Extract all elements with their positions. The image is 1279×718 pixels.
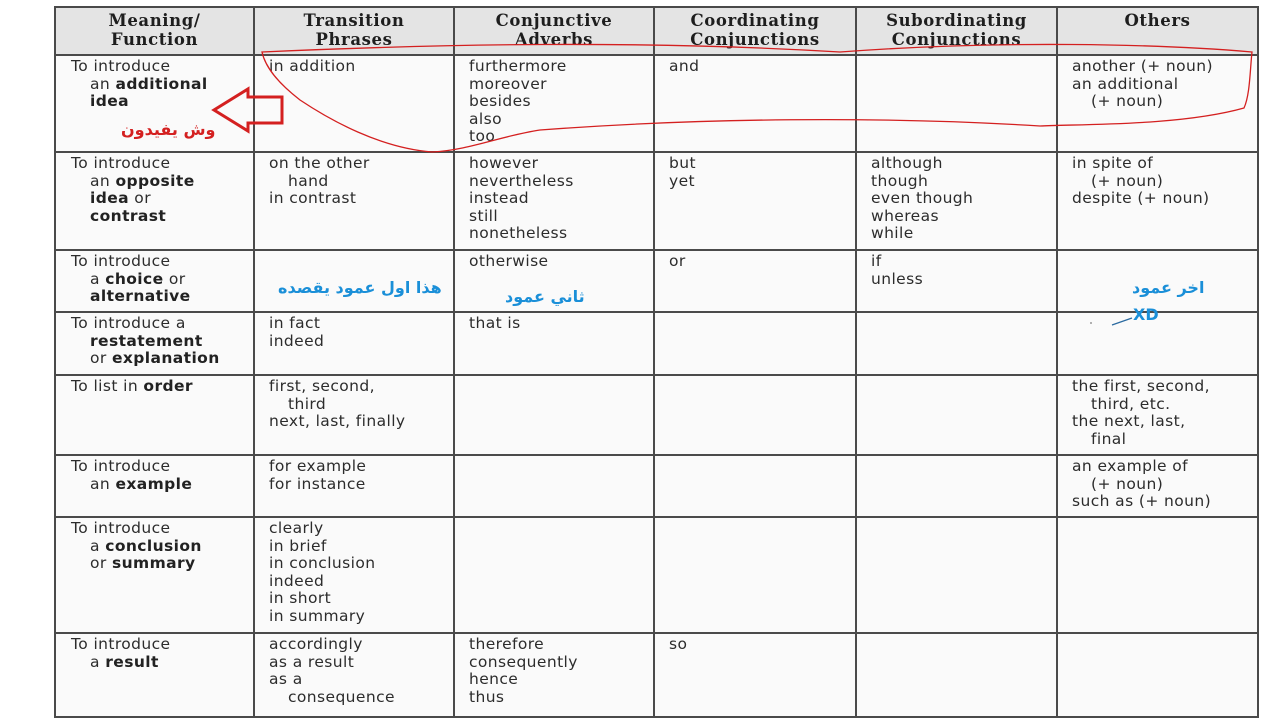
cell-line: consequence bbox=[288, 687, 395, 706]
table-cell bbox=[1057, 517, 1258, 633]
meaning-cell bbox=[55, 152, 254, 250]
header-line: Subordinating bbox=[886, 11, 1027, 30]
column-header-2 bbox=[454, 7, 654, 55]
cell-line: final bbox=[1091, 429, 1127, 448]
cell-line: accordingly bbox=[269, 635, 363, 653]
table-cell bbox=[254, 152, 454, 250]
cell-line: nevertheless bbox=[469, 171, 574, 190]
table-cell bbox=[856, 517, 1057, 633]
cell-line: still bbox=[469, 206, 499, 225]
xd-note: XD bbox=[1133, 305, 1159, 324]
column-header-1 bbox=[254, 7, 454, 55]
meaning-line bbox=[71, 636, 253, 654]
meaning-cell bbox=[55, 250, 254, 312]
cell-line: moreover bbox=[469, 74, 547, 93]
meaning-line bbox=[71, 155, 253, 173]
meaning-line bbox=[71, 76, 253, 94]
cell-line: also bbox=[469, 109, 502, 128]
cell-line: while bbox=[871, 224, 914, 242]
meaning-keyword: additional bbox=[115, 74, 208, 93]
table-cell bbox=[654, 152, 856, 250]
header-line: Conjunctions bbox=[891, 30, 1022, 49]
meaning-keyword: idea bbox=[90, 189, 129, 207]
table-row bbox=[55, 55, 1258, 152]
table-cell bbox=[654, 250, 856, 312]
meaning-text: a bbox=[90, 269, 106, 288]
header-line: Others bbox=[1124, 11, 1191, 30]
meaning-line bbox=[71, 654, 253, 672]
meaning-keyword: explanation bbox=[111, 349, 220, 367]
cell-line: though bbox=[871, 171, 929, 190]
table-cell bbox=[856, 250, 1057, 312]
meaning-line bbox=[71, 288, 253, 306]
meaning-line bbox=[71, 173, 253, 191]
cell-line: therefore bbox=[469, 635, 545, 653]
cell-line: as a bbox=[269, 670, 303, 688]
table-cell bbox=[454, 633, 654, 717]
meaning-text: or bbox=[163, 269, 186, 288]
cell-line: in conclusion bbox=[269, 554, 376, 572]
meaning-line bbox=[71, 538, 253, 556]
table-cell bbox=[856, 455, 1057, 517]
header-line: Conjunctive bbox=[495, 11, 613, 30]
cell-line: thus bbox=[469, 687, 505, 706]
cell-line: unless bbox=[871, 269, 924, 288]
first-column-note-arabic: هذا اول عمود يقصده bbox=[278, 278, 442, 297]
meaning-text: To list in bbox=[71, 377, 144, 395]
column-header-0 bbox=[55, 7, 254, 55]
cell-line: on the other bbox=[269, 154, 370, 172]
table-cell bbox=[454, 312, 654, 375]
table-cell bbox=[654, 375, 856, 455]
cell-line: (+ noun) bbox=[1091, 474, 1164, 493]
cell-line: first, second, bbox=[269, 377, 375, 395]
meaning-text: To introduce bbox=[71, 154, 171, 172]
cell-line: too bbox=[469, 127, 496, 145]
meaning-line bbox=[71, 93, 253, 111]
table-cell bbox=[454, 375, 654, 455]
table-cell bbox=[856, 375, 1057, 455]
meaning-text: or bbox=[90, 349, 112, 367]
meaning-cell bbox=[55, 517, 254, 633]
meaning-line bbox=[71, 253, 253, 271]
cell-line: in short bbox=[269, 589, 332, 607]
cell-line: if bbox=[871, 252, 882, 270]
table-cell bbox=[1057, 633, 1258, 717]
header-line: Coordinating bbox=[690, 11, 820, 30]
cell-line: another (+ noun) bbox=[1072, 57, 1213, 75]
cell-line: furthermore bbox=[469, 57, 567, 75]
cell-line: in brief bbox=[269, 536, 327, 555]
column-header-4 bbox=[856, 7, 1057, 55]
table-cell bbox=[654, 517, 856, 633]
cell-line: third bbox=[288, 394, 327, 413]
cell-line: indeed bbox=[269, 571, 325, 590]
meaning-keyword: choice bbox=[105, 269, 164, 288]
meaning-line bbox=[71, 333, 253, 351]
meaning-cell bbox=[55, 312, 254, 375]
meaning-keyword: order bbox=[143, 377, 193, 395]
last-column-note-arabic: اخر عمود bbox=[1132, 278, 1205, 297]
header-row bbox=[55, 7, 1258, 55]
cell-line: nonetheless bbox=[469, 224, 568, 242]
cell-line: third, etc. bbox=[1091, 394, 1171, 413]
meaning-cell bbox=[55, 375, 254, 455]
meaning-text: or bbox=[90, 554, 112, 572]
table-cell bbox=[654, 455, 856, 517]
table-cell bbox=[454, 55, 654, 152]
cell-line: in fact bbox=[269, 314, 321, 332]
cell-line: hand bbox=[288, 171, 329, 190]
cell-line: for example bbox=[269, 457, 367, 475]
cell-line: although bbox=[871, 154, 943, 172]
meaning-keyword: result bbox=[105, 652, 159, 671]
column-header-3 bbox=[654, 7, 856, 55]
cell-line: instead bbox=[469, 189, 529, 207]
meaning-text: To introduce bbox=[71, 635, 171, 653]
meaning-text: or bbox=[128, 189, 151, 207]
second-column-note-arabic: ثاني عمود bbox=[505, 287, 585, 306]
meaning-line bbox=[71, 555, 253, 573]
cell-line: or bbox=[669, 252, 686, 270]
table-cell bbox=[1057, 152, 1258, 250]
meaning-cell bbox=[55, 455, 254, 517]
column-header-5 bbox=[1057, 7, 1258, 55]
cell-line: in spite of bbox=[1072, 154, 1154, 172]
meaning-text: To introduce a bbox=[71, 314, 186, 332]
table-cell bbox=[254, 455, 454, 517]
meaning-text: an bbox=[90, 171, 116, 190]
cell-line: in addition bbox=[269, 57, 356, 75]
meaning-text: To introduce bbox=[71, 57, 171, 75]
table-cell bbox=[654, 55, 856, 152]
cell-line: consequently bbox=[469, 652, 578, 671]
table-row bbox=[55, 250, 1258, 312]
table-cell bbox=[654, 633, 856, 717]
table-cell bbox=[1057, 455, 1258, 517]
meaning-line bbox=[71, 271, 253, 289]
table-row bbox=[55, 455, 1258, 517]
cell-line: yet bbox=[669, 171, 695, 190]
meaning-line bbox=[71, 458, 253, 476]
cell-line: hence bbox=[469, 670, 519, 688]
meaning-keyword: restatement bbox=[90, 331, 203, 350]
table-cell bbox=[254, 55, 454, 152]
table-cell bbox=[254, 375, 454, 455]
meaning-line bbox=[71, 350, 253, 368]
cell-line: that is bbox=[469, 314, 521, 332]
meaning-text: To introduce bbox=[71, 457, 171, 475]
meaning-line bbox=[71, 476, 253, 494]
cell-line: however bbox=[469, 154, 539, 172]
meaning-line bbox=[71, 520, 253, 538]
cell-line: so bbox=[669, 635, 688, 653]
meaning-cell bbox=[55, 633, 254, 717]
header-line: Meaning/ bbox=[108, 11, 201, 30]
meaning-text: a bbox=[90, 652, 106, 671]
cell-line: in summary bbox=[269, 606, 366, 625]
table-cell bbox=[1057, 375, 1258, 455]
arrow-note-arabic: وش يفيدون bbox=[121, 120, 216, 139]
cell-line: next, last, finally bbox=[269, 412, 406, 430]
cell-line: an additional bbox=[1072, 74, 1179, 93]
cell-line: (+ noun) bbox=[1091, 92, 1164, 110]
transition-words-table bbox=[54, 6, 1259, 718]
table-cell bbox=[254, 312, 454, 375]
meaning-keyword: contrast bbox=[90, 206, 167, 225]
cell-line: clearly bbox=[269, 519, 324, 537]
table-cell bbox=[254, 633, 454, 717]
cell-line: in contrast bbox=[269, 189, 357, 207]
meaning-keyword: example bbox=[115, 474, 193, 493]
meaning-text: an bbox=[90, 474, 116, 493]
header-line: Adverbs bbox=[514, 30, 594, 49]
cell-line: an example of bbox=[1072, 457, 1189, 475]
cell-line: (+ noun) bbox=[1091, 171, 1164, 190]
meaning-text: To introduce bbox=[71, 519, 171, 537]
cell-line: for instance bbox=[269, 474, 366, 493]
meaning-keyword: alternative bbox=[90, 287, 191, 305]
cell-line: but bbox=[669, 154, 696, 172]
meaning-text: To introduce bbox=[71, 252, 171, 270]
meaning-line bbox=[71, 378, 253, 396]
table-cell bbox=[454, 517, 654, 633]
table-cell bbox=[856, 312, 1057, 375]
meaning-line bbox=[71, 58, 253, 76]
table-cell bbox=[654, 312, 856, 375]
header-line: Conjunctions bbox=[690, 30, 820, 49]
cell-line: such as (+ noun) bbox=[1072, 492, 1212, 510]
table-cell bbox=[856, 152, 1057, 250]
meaning-keyword: opposite bbox=[115, 171, 195, 190]
table-row bbox=[55, 633, 1258, 717]
table-row bbox=[55, 312, 1258, 375]
table-row bbox=[55, 375, 1258, 455]
cell-line: despite (+ noun) bbox=[1072, 189, 1210, 207]
meaning-keyword: idea bbox=[90, 92, 129, 110]
table-cell bbox=[454, 152, 654, 250]
cell-line: as a result bbox=[269, 652, 355, 671]
cell-line: the next, last, bbox=[1072, 412, 1186, 430]
meaning-keyword: summary bbox=[111, 554, 196, 572]
header-line: Function bbox=[110, 30, 199, 49]
cell-line: and bbox=[669, 57, 700, 75]
table-row bbox=[55, 517, 1258, 633]
table-cell bbox=[454, 455, 654, 517]
meaning-text: an bbox=[90, 74, 116, 93]
cell-line: indeed bbox=[269, 331, 325, 350]
meaning-line bbox=[71, 315, 253, 333]
table-cell bbox=[254, 517, 454, 633]
cell-line: whereas bbox=[871, 206, 939, 225]
table-cell bbox=[1057, 55, 1258, 152]
header-line: Phrases bbox=[315, 30, 393, 49]
table-cell bbox=[856, 55, 1057, 152]
cell-line: even though bbox=[871, 189, 974, 207]
header-line: Transition bbox=[303, 11, 405, 30]
cell-line: besides bbox=[469, 92, 532, 110]
meaning-line bbox=[71, 208, 253, 226]
table-row bbox=[55, 152, 1258, 250]
cell-line: the first, second, bbox=[1072, 377, 1210, 395]
meaning-keyword: conclusion bbox=[105, 536, 202, 555]
table-cell bbox=[856, 633, 1057, 717]
meaning-text: a bbox=[90, 536, 106, 555]
cell-line: otherwise bbox=[469, 252, 549, 270]
meaning-line bbox=[71, 190, 253, 208]
